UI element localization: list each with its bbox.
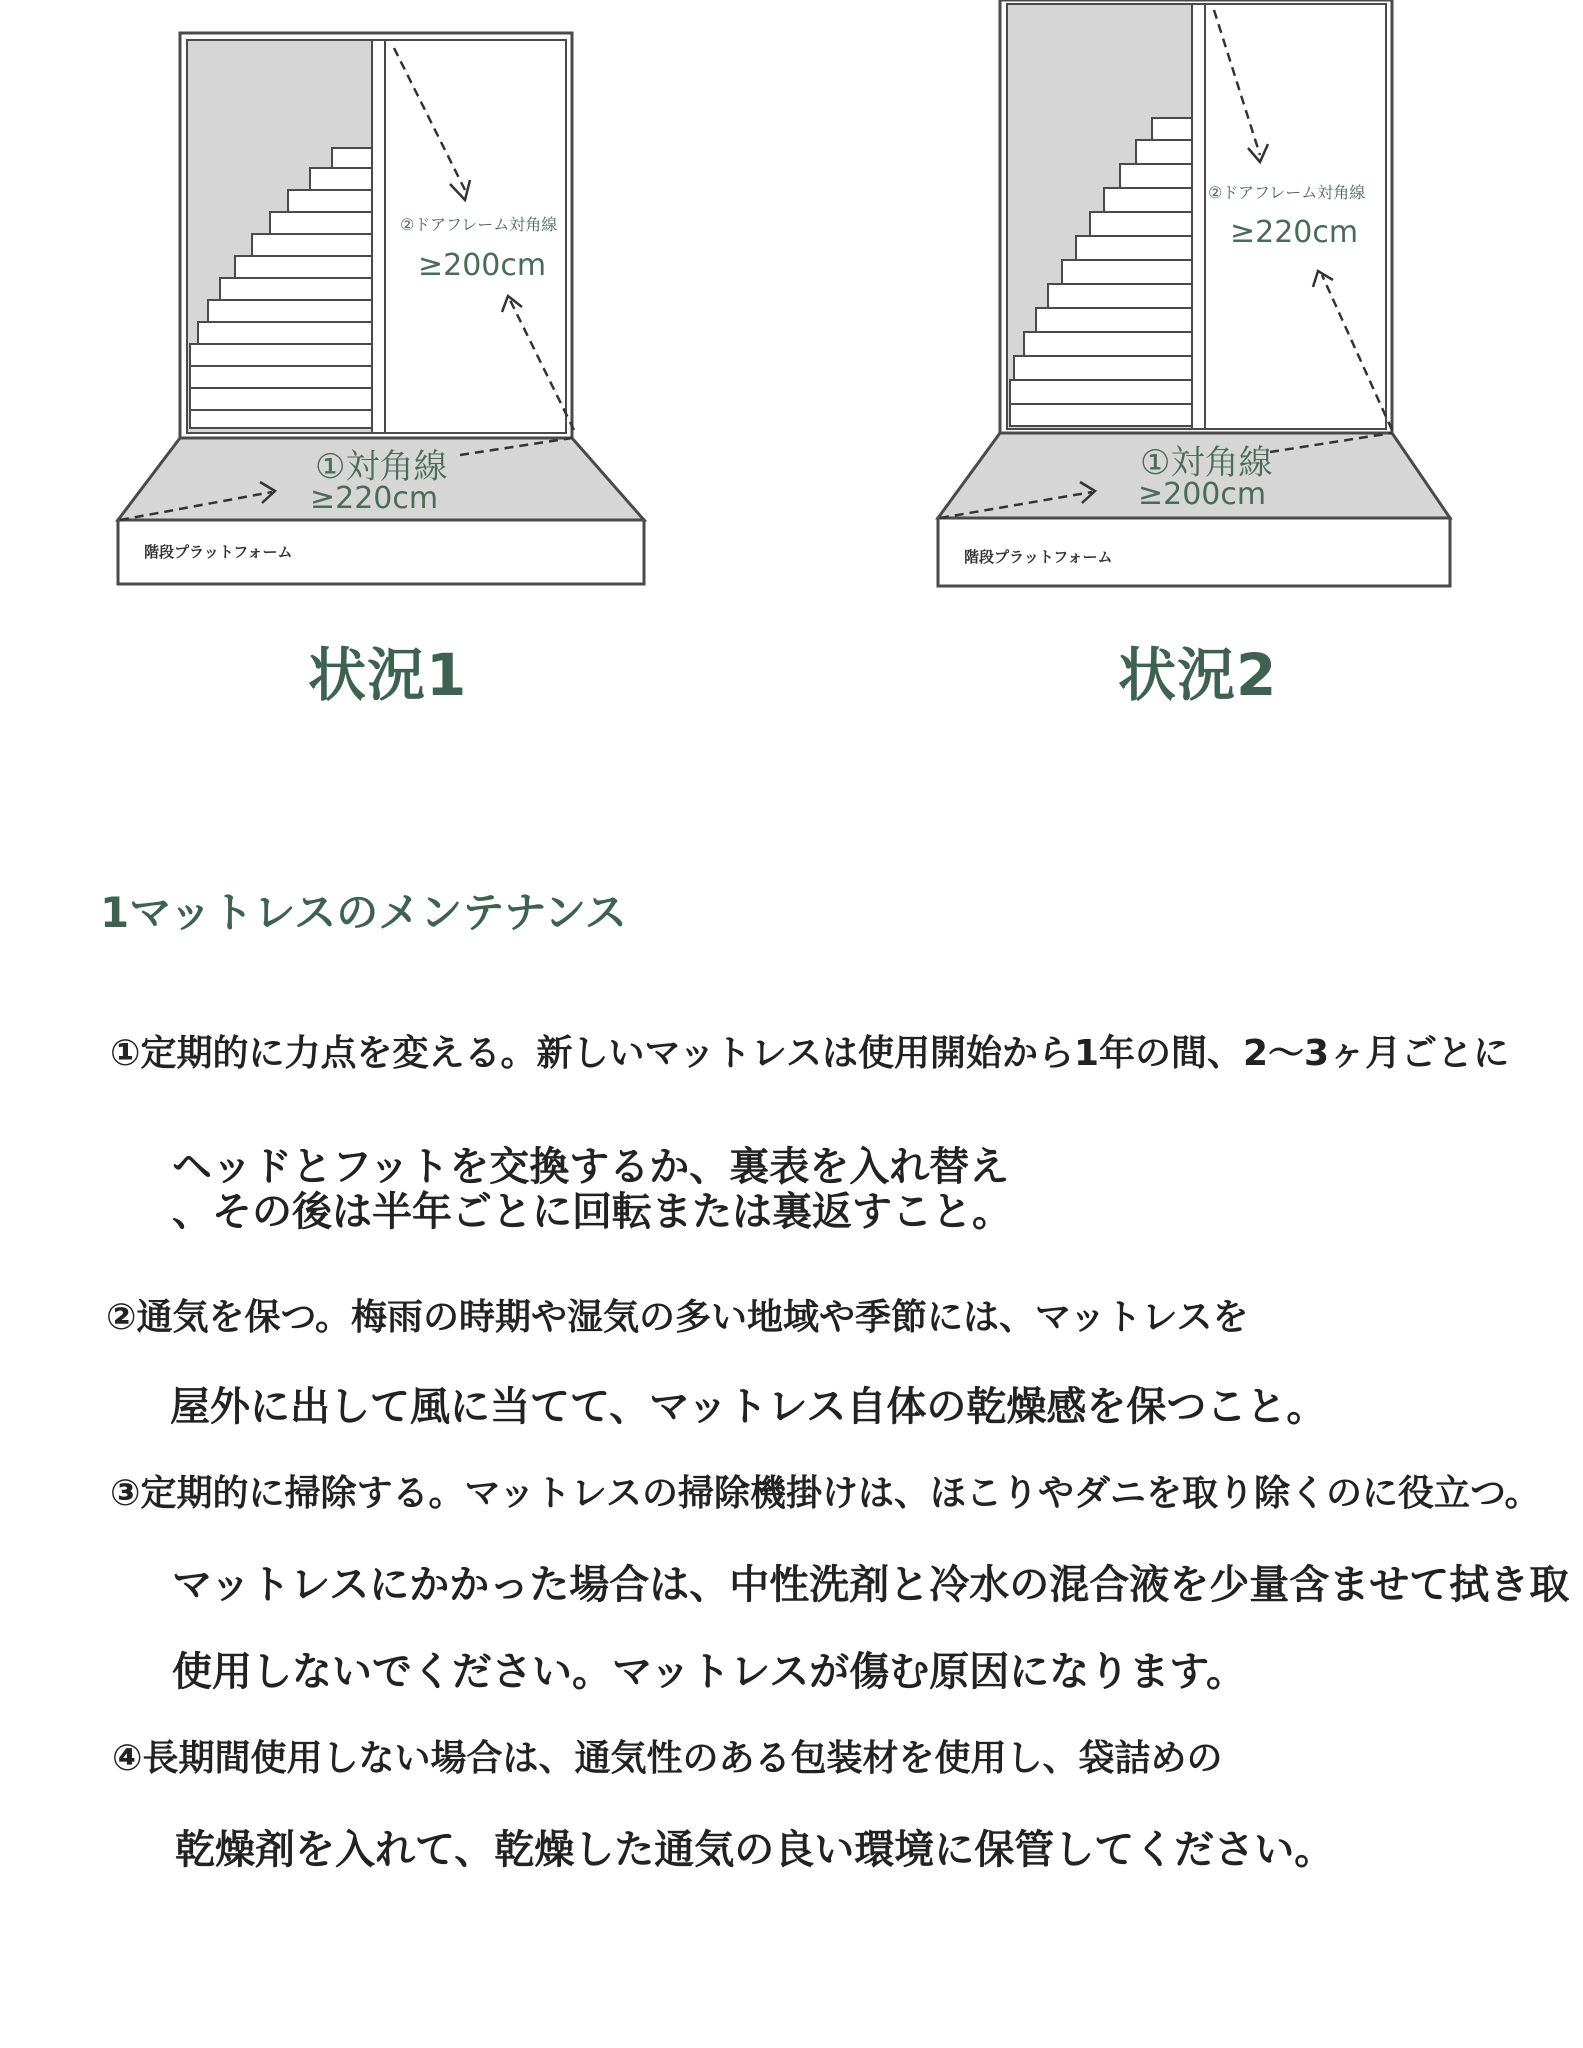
door-frame-divider <box>1192 4 1205 429</box>
maintenance-item-1: ①定期的に力点を変える。新しいマットレスは使用開始から1年の間、2〜3ヶ月ごとに <box>110 1033 1510 1074</box>
stair-door-diagram-2 <box>930 0 1490 600</box>
diagonal-value: ≥220cm <box>310 481 439 516</box>
platform-label: 階段プラットフォーム <box>964 548 1113 566</box>
maintenance-item-2-cont: 屋外に出して風に当てて、マットレス自体の乾燥感を保つこと。 <box>170 1384 1327 1430</box>
door-diagonal-value: ≥200cm <box>418 248 547 283</box>
door-diagonal-label: ②ドアフレーム対角線 <box>400 215 558 234</box>
platform-label: 階段プラットフォーム <box>144 543 293 561</box>
situation-1-label: 状況1 <box>308 641 468 709</box>
door-diagonal-value: ≥220cm <box>1230 215 1359 250</box>
door-frame-divider <box>372 40 385 433</box>
maintenance-item-3: ③定期的に掃除する。マットレスの掃除機掛けは、ほこりやダニを取り除くのに役立つ。 <box>110 1473 1541 1514</box>
maintenance-item-1-cont-b: 、その後は半年ごとに回転または裏返すこと。 <box>172 1189 1012 1235</box>
section-title: 1マットレスのメンテナンス <box>100 888 627 937</box>
maintenance-item-4: ④長期間使用しない場合は、通気性のある包装材を使用し、袋詰めの <box>112 1738 1223 1779</box>
maintenance-item-1-cont-a: ヘッドとフットを交換するか、裏表を入れ替え <box>172 1144 1010 1190</box>
diagonal-label: ①対角線 <box>1140 443 1273 483</box>
maintenance-item-4-cont: 乾燥剤を入れて、乾燥した通気の良い環境に保管してください。 <box>175 1827 1335 1873</box>
situation-2-label: 状況2 <box>1118 641 1278 709</box>
maintenance-item-2: ②通気を保つ。梅雨の時期や湿気の多い地域や季節には、マットレスを <box>106 1297 1249 1338</box>
stair-door-diagram-1 <box>110 0 670 600</box>
diagonal-label: ①対角線 <box>315 447 448 487</box>
diagonal-value: ≥200cm <box>1138 477 1267 512</box>
maintenance-item-3-cont-b: 使用しないでください。マットレスが傷む原因になります。 <box>172 1649 1246 1695</box>
door-diagonal-label: ②ドアフレーム対角線 <box>1208 183 1366 202</box>
maintenance-item-3-cont-a: マットレスにかかった場合は、中性洗剤と冷水の混合液を少量含ませて拭き取 <box>172 1562 1570 1608</box>
door-panel <box>385 40 566 433</box>
